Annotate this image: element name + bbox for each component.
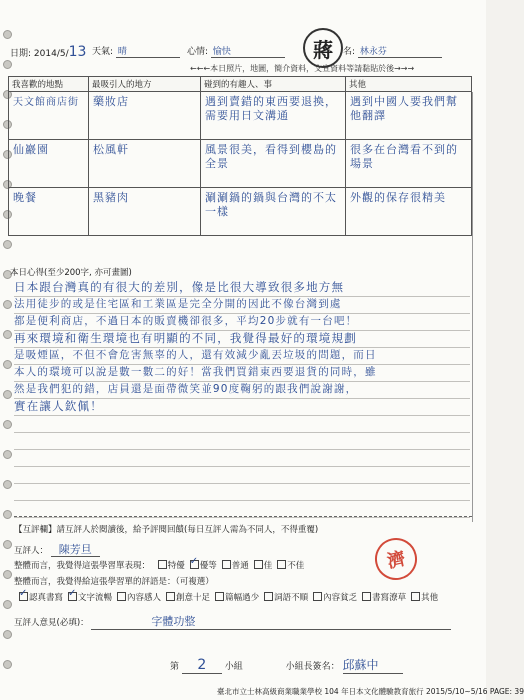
table-cell: 黑豬肉 — [93, 191, 129, 204]
checkbox-icon[interactable] — [19, 592, 28, 601]
table-cell: 松風軒 — [93, 143, 129, 156]
reviewer-stamp: 濟 — [371, 534, 421, 584]
margin-line — [472, 92, 473, 522]
school-seal: 蔣 — [303, 28, 343, 68]
rating-option-label: 優等 — [199, 561, 217, 571]
group-number: 2 — [182, 657, 222, 674]
reflection-line — [14, 416, 470, 433]
comment-option-label: 內容貧乏 — [323, 593, 358, 603]
checkbox-icon[interactable] — [190, 560, 199, 569]
mood-value: 愉快 — [211, 44, 285, 58]
comment-option-label: 書寫潦草 — [372, 593, 407, 603]
checkbox-icon[interactable] — [362, 592, 371, 601]
group-sign-row: 第 2 小組 小組長簽名： 邱蘇中 — [170, 656, 403, 674]
rating-option-label: 佳 — [263, 561, 273, 571]
col-header-attraction: 最吸引人的地方 — [89, 77, 201, 92]
reflection-line: 再來環境和衛生環境也有明顯的不同，我覺得最好的環境規劃 — [14, 331, 470, 348]
rating-question: 整體而言，我覺得這張學習單表現： 特優✓ 優等 普通 佳 不佳 — [14, 559, 304, 571]
rating-option[interactable] — [253, 561, 273, 571]
checkbox-icon[interactable] — [277, 560, 286, 569]
comment-option-label: 其他 — [421, 593, 439, 603]
checkbox-icon[interactable] — [158, 560, 167, 569]
table-cell: 仙巖園 — [13, 143, 49, 156]
table-cell: 風景很美，看得到櫻島的全景 — [205, 143, 337, 170]
rating-option[interactable] — [189, 561, 217, 571]
table-header-row — [9, 77, 472, 92]
page-footer: 臺北市立士林高級商業職業學校 104 年日本文化體驗教育旅行 2015/5/10~5/16 PAGE: 39 — [217, 687, 524, 696]
rating-options — [153, 561, 305, 571]
comment-option[interactable] — [263, 593, 308, 603]
checkbox-icon[interactable] — [254, 560, 263, 569]
reflection-line — [14, 433, 470, 450]
reflection-area — [14, 280, 470, 504]
comment-option-label: 詞語不順 — [274, 593, 309, 603]
opinion-value: 字體功整 — [91, 613, 451, 630]
reflection-label: 本日心得(至少200字, 亦可畫圖) — [10, 268, 132, 278]
reflection-line — [14, 450, 470, 467]
reviewer-name: 陳芳旦 — [51, 543, 100, 557]
table-cell: 遇到中國人要我們幫他翻譯 — [350, 95, 458, 122]
table-cell: 天文館商店街 — [13, 97, 79, 108]
comment-option-label: 篇幅過少 — [225, 593, 260, 603]
comment-option[interactable] — [18, 593, 63, 603]
reviewer-field: 互評人： 陳芳旦 — [14, 541, 100, 557]
comment-option[interactable] — [67, 593, 112, 603]
rating-option-label: 不佳 — [287, 561, 305, 571]
table-cell: 很多在台灣看不到的場景 — [350, 143, 458, 170]
reflection-line: 然是我們犯的錯，店員還是面帶微笑並90度鞠躬的跟我們說謝謝， — [14, 382, 470, 399]
table-row — [9, 188, 472, 236]
attachment-note: ←←←本日照片，地圖，簡介資料，文宣資料等請黏貼於後→→→ — [190, 64, 415, 73]
rating-option[interactable] — [157, 561, 185, 571]
table-cell: 外觀的保存很精美 — [350, 191, 446, 204]
table-row — [9, 92, 472, 140]
rating-option[interactable] — [276, 561, 304, 571]
comment-option[interactable] — [361, 593, 406, 603]
table-cell: 藥妝店 — [93, 95, 129, 108]
reflection-line: 法用徒步的或是住宅區和工業區是完全分開的因此不像台灣到處 — [14, 297, 470, 314]
table-row — [9, 140, 472, 188]
comment-option[interactable] — [165, 593, 210, 603]
table-cell: 遇到賣錯的東西要退換，需要用日文溝通 — [205, 95, 337, 122]
leader-signature: 邱蘇中 — [343, 656, 403, 674]
comment-option-label: 創意十足 — [176, 593, 211, 603]
date-field: 日期: 2014/5/13 — [10, 44, 87, 60]
reflection-line — [14, 467, 470, 484]
name-field: 名: 林永芬 — [343, 44, 442, 58]
reflection-line: 日本跟台灣真的有很大的差別，像是比很大導致很多地方無 — [14, 280, 470, 297]
table-cell: 涮涮鍋的鍋與台灣的不太一樣 — [205, 191, 337, 218]
rating-option-label: 特優 — [167, 561, 185, 571]
reflection-line — [14, 484, 470, 501]
comment-option-label: 內容感人 — [127, 593, 162, 603]
rating-option[interactable] — [221, 561, 249, 571]
reflection-line: 本人的環境可以說是數一數二的好！當我們買錯東西要退貨的同時，雖 — [14, 365, 470, 382]
checkbox-icon[interactable] — [117, 592, 126, 601]
places-table — [8, 76, 472, 236]
checkbox-icon[interactable] — [166, 592, 175, 601]
mood-field: 心情: 愉快 — [187, 44, 285, 58]
checkbox-icon[interactable] — [264, 592, 273, 601]
checkbox-icon[interactable] — [222, 560, 231, 569]
comment-question: 整體而言，我覺得給這張學習單的評語是：（可複選） — [14, 577, 214, 587]
peer-review-title: 【互評欄】請互評人於閱讀後，給予評閱回饋(每日互評人需為不同人，不得重覆) — [14, 525, 319, 535]
date-day: 13 — [68, 44, 87, 60]
rating-option-label: 普通 — [231, 561, 249, 571]
comment-option[interactable] — [312, 593, 357, 603]
weather-field: 天氣: 晴 — [92, 44, 180, 58]
reflection-line: 是吸煙區，不但不會危害無辜的人，還有效減少亂丟垃圾的問題，而日 — [14, 348, 470, 365]
comment-option[interactable] — [214, 593, 259, 603]
name-value: 林永芬 — [358, 44, 442, 58]
col-header-encounter: 碰到的有趣人、事 — [201, 77, 346, 92]
comment-option-label: 認真書寫 — [29, 593, 64, 603]
reflection-line: 實在讓人欽佩！ — [14, 399, 470, 416]
comment-option[interactable] — [410, 593, 438, 603]
checkbox-icon[interactable] — [68, 592, 77, 601]
checkbox-icon[interactable] — [411, 592, 420, 601]
col-header-other: 其他 — [346, 77, 472, 92]
table-cell: 晚餐 — [13, 191, 37, 204]
comment-option[interactable] — [116, 593, 161, 603]
comment-options — [14, 591, 438, 603]
reflection-line: 都是便利商店，不過日本的販賣機卻很多，平均20步就有一台吧！ — [14, 314, 470, 331]
checkbox-icon[interactable] — [215, 592, 224, 601]
weather-value: 晴 — [116, 44, 180, 58]
comment-option-label: 文字流暢 — [78, 593, 113, 603]
opinion-field: 互評人意見(必填)： 字體功整 — [14, 613, 451, 630]
checkbox-icon[interactable] — [313, 592, 322, 601]
col-header-place: 我喜歡的地點 — [9, 77, 89, 92]
